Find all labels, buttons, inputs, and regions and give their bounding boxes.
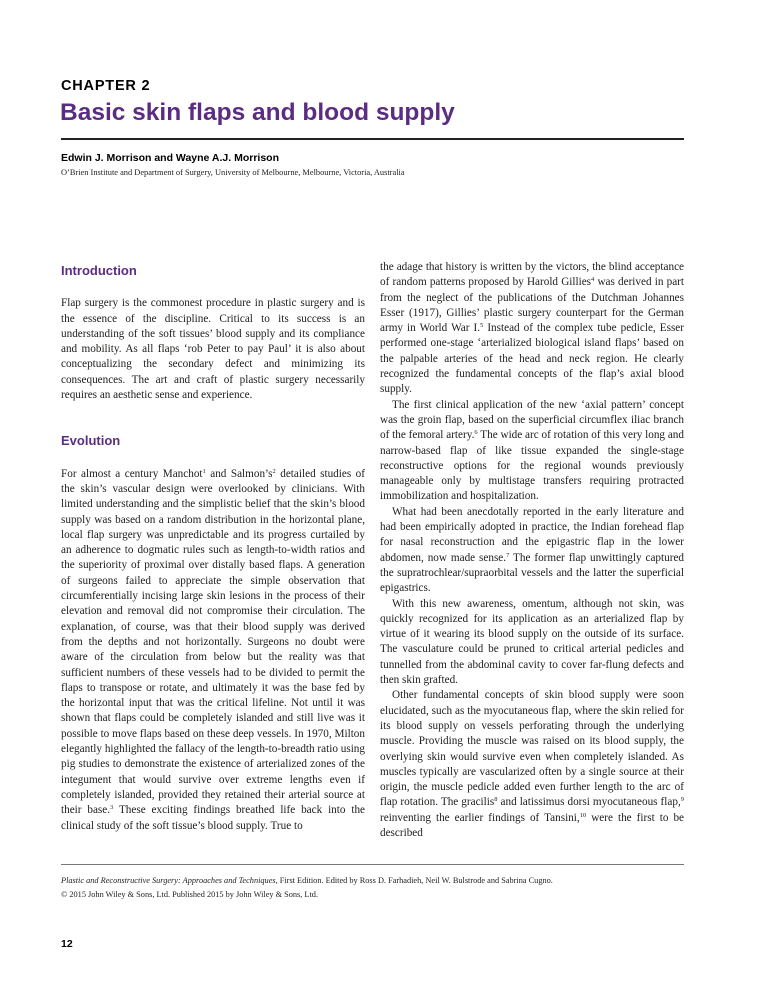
authors: Edwin J. Morrison and Wayne A.J. Morrison xyxy=(61,152,279,164)
evolution-heading: Evolution xyxy=(61,433,121,449)
evolution-paragraph-2: The first clinical application of the new ‘axial pattern’ concept was the groin flap, based on the superficial circumflex iliac branch of the femoral artery.$^6$ The wide arc of rotation of this very long and narrow-based flap of like tissue expanded the single-stage reconstructive options for the regional wounds previously manageable only by multistage transfers requiring protracted immobilization and hospitalization. xyxy=(380,398,684,503)
citation-2: 2 xyxy=(272,467,276,475)
evolution-paragraph-3: What had been anecdotally reported in the early literature and had been empirically adopted in practice, the Indian forehead flap for nasal reconstruction and the epigastric flap in the lower abdomen, now made sense.$^7$ The former flap unwittingly captured the supratrochlear/supraorbital vessels and the latter the superficial epigastrics. xyxy=(380,505,685,595)
affiliation: O’Brien Institute and Department of Surgery, University of Melbourne, Melbourne, Victoria, Australia xyxy=(61,168,405,177)
page-number: 12 xyxy=(61,938,73,950)
introduction-heading: Introduction xyxy=(61,263,137,278)
chapter-label: CHAPTER 2 xyxy=(61,78,151,94)
chapter-title: Basic skin flaps and blood supply xyxy=(60,99,455,126)
citation-10: 10 xyxy=(579,811,587,819)
citation-8: 8 xyxy=(494,796,498,804)
citation-4: 4 xyxy=(591,276,595,284)
right-column xyxy=(380,260,684,841)
evolution-paragraph-1: For almost a century Manchot$^1$ and $Salmon’s^2$ detailed studies of the skin’s vascular design were overlooked by clinicians. With limited understanding and the simplistic belief that the skin’s blood supply was based on a random distribution in the horizontal plane, local flap surgery was unpredictable and its progress curtailed by an adherence to dogmatic rules such as length-to-width ratios and the superiority of proximal over distally based flaps. A generation of surgeons failed to appreciate the simple observation that circumferentially incising large skin lesions in the process of their elevation and removal did not compromise their circulation. The explanation, of course, was that their blood supply was derived from the depths and not horizontally. Surgeons no doubt were aware of the circulation from below but the reality was that sufficient numbers of these vessels had to be divided to permit the flaps to transpose or rotate, and ultimately it was the base fed by the horizontal input that was the critical lifeline. Not until it was shown that flaps could be completely islanded and still live was it possible to move flaps based on these deep vessels. In 1970, Milton elegantly highlighted the fallacy of the length-to-breadth ratio using pig studies to demonstrate the existence of arterialized zones of the integument that would survive over extreme lengths even if completely islanded, provided they retained their arterial source at their base.$^3$ These exciting findings breathed life back into the clinical study of the soft tissue’s blood supply. True to xyxy=(61,467,365,832)
footer-citation xyxy=(61,874,701,888)
column-break-continuation: These exciting findings breathed life back into the clinical study of the soft tissue’s blood supply. True to xyxy=(61,804,365,832)
footer xyxy=(61,874,701,902)
header-rule xyxy=(61,138,684,140)
introduction-paragraph: Flap surgery is the commonest procedure in plastic surgery and is the essence of the discipline. Critical to its success is an understanding of the soft tissues’ blood supply and its compliance and mobility. As all flaps ‘rob Peter to pay Paul’ it is also about conceptualizing the secondary defect and minimizing its consequences. The art and craft of plastic surgery necessarily requires an aesthetic sense and experience. xyxy=(61,297,365,402)
citation-9: 9 xyxy=(680,796,684,804)
citation-3: 3 xyxy=(110,804,114,812)
citation-7: 7 xyxy=(506,551,510,559)
evolution-paragraph-5: Other fundamental concepts of skin blood supply were soon elucidated, such as the myocutaneous flap, where the skin relied for its blood supply on vessels perforating through the underlying muscle. Providing the muscle was raised on its blood supply, the overlying skin would survive even when completely islanded. As muscles typically are vascularized often by a single source at their origin, the muscle pedicle added even further length to the arc of flap rotation. The gracilis$^8$ and latissimus dorsi myocutaneous flap,$^9$ reinventing the earlier findings of Tansini,$^{10}$ were the first to be described xyxy=(380,689,685,839)
footer-rule xyxy=(61,864,684,865)
edition-info: , First Edition. Edited by Ross D. Farhadieh, Neil W. Bulstrode and Sabrina Cugno. xyxy=(275,876,553,885)
book-title: Plastic and Reconstructive Surgery: Approaches and Techniques xyxy=(61,876,276,885)
evolution-paragraph-4: With this new awareness, omentum, although not skin, was quickly recognized for its application as an arterialized flap by virtue of it wearing its blood supply on the outside of its surface. The vasculature could be pruned to critical arterial pedicles and tunnelled from the abdominal cavity to cover far-flung defects and then skin grafted. xyxy=(380,597,684,687)
left-column xyxy=(61,260,365,834)
copyright: © 2015 John Wiley & Sons, Ltd. Published 2015 by John Wiley & Sons, Ltd. xyxy=(61,890,319,899)
citation-1: 1 xyxy=(202,467,206,475)
citation-6: 6 xyxy=(474,429,478,437)
citation-5: 5 xyxy=(480,322,484,330)
evolution-paragraph-1-continued: the adage that history is written by the victors, the blind acceptance of random patterns proposed by Harold Gillies$^4$ was derived in part from the neglect of the publications of the Dutchman Johannes Esser (1917), Gillies’ plastic surgery counterpart for the German army in World War I.$^5$ Instead of the complex tube pedicle, Esser performed one-stage ‘arterialized biological island flaps’ based on the palpable arteries of the head and neck region. He clearly recognized the fundamental concepts of the flap’s axial blood supply. xyxy=(380,261,684,396)
